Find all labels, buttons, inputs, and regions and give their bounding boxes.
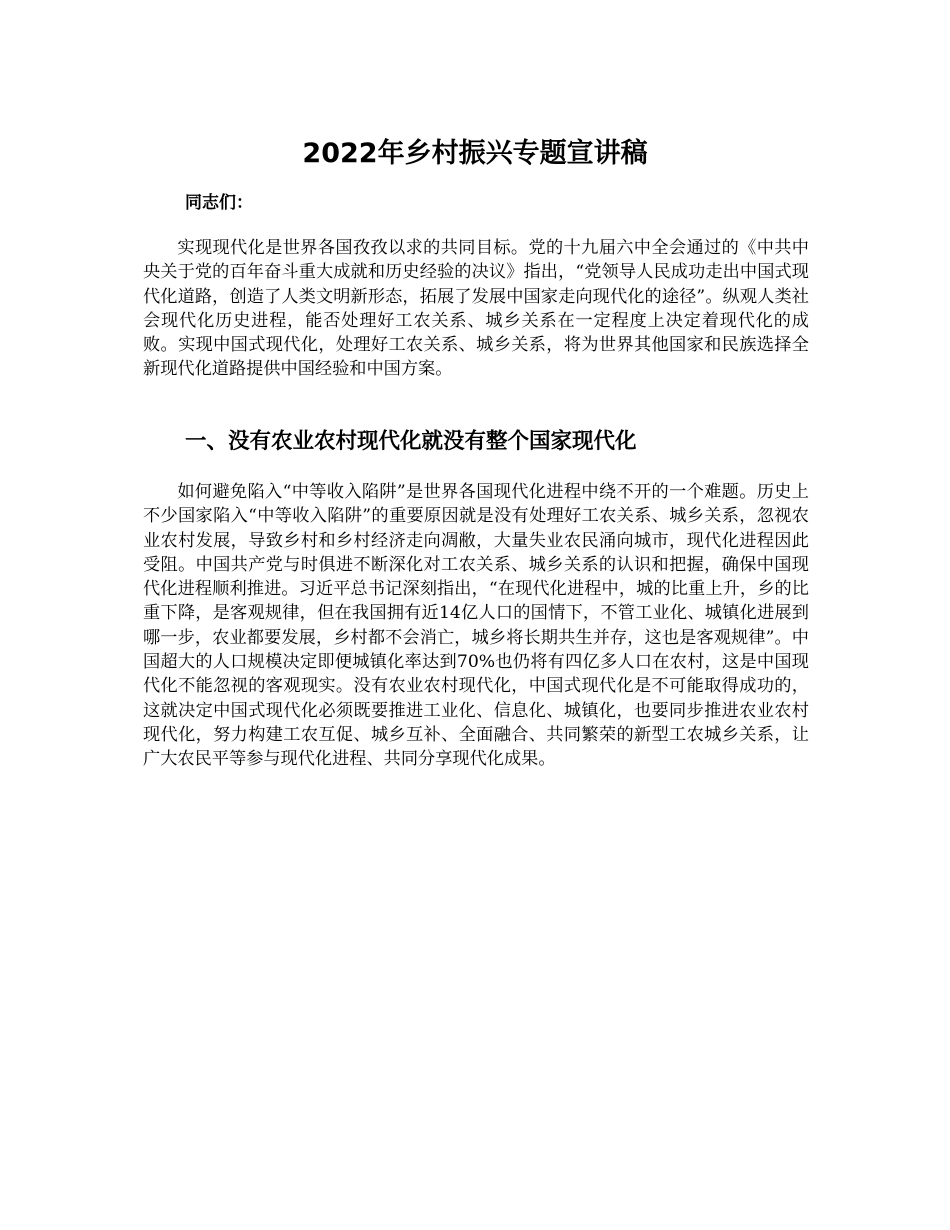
salutation: 同志们： <box>185 193 253 213</box>
intro-paragraph: 实现现代化是世界各国孜孜以求的共同目标。党的十九届六中全会通过的《中共中央关于党的百年奋斗重大成就和历史经验的决议》指出，“党领导人民成功走出中国式现代化道路，创造了人类文明新形态，拓展了发展中国家走向现代化的途径”。纵观人类社会现代化历史进程，能否处理好工农关系、城乡关系在一定程度上决定着现代化的成败。实现中国式现代化，处理好工农关系、城乡关系，将为世界其他国家和民族选择全新现代化道路提供中国经验和中国方案。 <box>143 238 809 380</box>
section-heading: 一、没有农业农村现代化就没有整个国家现代化 <box>185 429 637 454</box>
section-paragraph: 如何避免陷入“中等收入陷阱”是世界各国现代化进程中绕不开的一个难题。历史上不少国家陷入“中等收入陷阱”的重要原因就是没有处理好工农关系、城乡关系，忽视农业农村发展，导致乡村和乡村经济走向凋敝，大量失业农民涌向城市，现代化进程因此受阻。中国共产党与时俱进不断深化对工农关系、城乡关系的认识和把握，确保中国现代化进程顺利推进。习近平总书记深刻指出，“在现代化进程中，城的比重上升，乡的比重下降，是客观规律，但在我国拥有近14亿人口的国情下，不管工业化、城镇化进展到哪一步，农业都要发展，乡村都不会消亡，城乡将长期共生并存，这也是客观规律”。中国超大的人口规模决定即便城镇化率达到70%也仍将有四亿多人口在农村，这是中国现代化不能忽视的客观现实。没有农业农村现代化，中国式现代化是不可能取得成功的，这就决定中国式现代化必须既要推进工业化、信息化、城镇化，也要同步推进农业农村现代化，努力构建工农互促、城乡互补、全面融合、共同繁荣的新型工农城乡关系，让广大农民平等参与现代化进程、共同分享现代化成果。 <box>143 482 809 770</box>
document-title: 2022年乡村振兴专题宣讲稿 <box>302 138 648 169</box>
